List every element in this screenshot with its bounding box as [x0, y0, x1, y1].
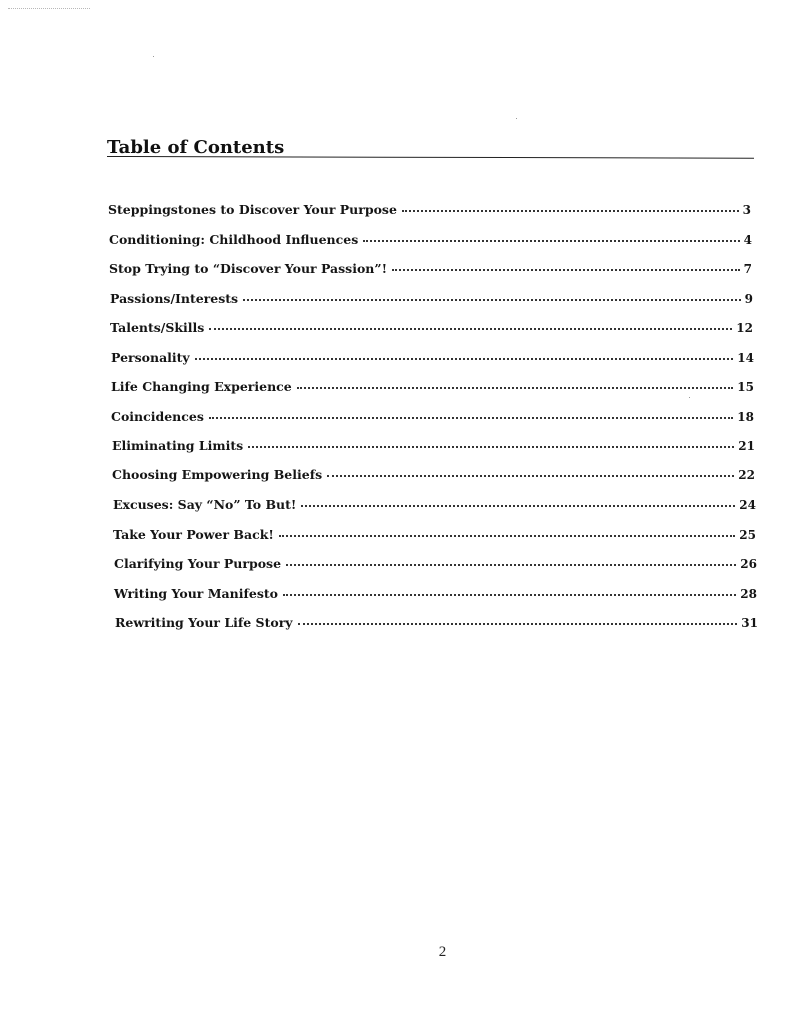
toc-entry-label: Take Your Power Back!: [113, 527, 274, 542]
toc-entry[interactable]: [110, 320, 753, 335]
toc-entry-page: 4: [743, 233, 752, 247]
toc-entry[interactable]: [114, 586, 757, 601]
toc-entry[interactable]: [111, 379, 754, 394]
dot-leader: [363, 240, 739, 242]
toc-entry-page: 9: [744, 292, 753, 306]
dot-leader: [286, 564, 736, 566]
dot-leader: [209, 328, 732, 330]
toc-entry-page: 14: [737, 351, 754, 365]
toc-entry-page: 31: [741, 616, 758, 630]
toc-entry-label: Clarifying Your Purpose: [114, 556, 282, 571]
toc-entry-page: 25: [739, 528, 756, 542]
toc-heading: Table of Contents: [107, 137, 285, 158]
dot-leader: [209, 417, 733, 419]
toc-entry[interactable]: [115, 615, 758, 630]
toc-entry-page: 24: [739, 498, 756, 512]
dot-leader: [402, 210, 739, 212]
toc-entry-label: Passions/Interests: [110, 291, 239, 306]
page-number-text: 2: [438, 944, 447, 960]
toc-entry-label: Steppingstones to Discover Your Purpose: [108, 202, 397, 217]
dot-leader: [327, 475, 734, 477]
dot-leader: [243, 299, 741, 301]
toc-entry[interactable]: [113, 497, 756, 512]
toc-entry-page: 18: [737, 410, 754, 424]
dot-leader: [301, 505, 735, 507]
toc-entry[interactable]: [108, 202, 751, 217]
toc-entry-page: 26: [740, 557, 757, 571]
toc-entry-label: Eliminating Limits: [112, 438, 244, 453]
page-number: [0, 944, 791, 961]
dot-leader: [392, 269, 740, 271]
toc-entry-page: 7: [743, 262, 752, 276]
toc-entry-page: 22: [738, 468, 755, 482]
toc-entry-page: 21: [738, 439, 755, 453]
toc-entry[interactable]: [109, 261, 752, 276]
toc-entry-page: 12: [736, 321, 753, 335]
toc-entry[interactable]: [109, 232, 752, 247]
toc-entry-label: Talents/Skills: [110, 320, 205, 335]
toc-entry-page: 28: [740, 587, 757, 601]
dot-leader: [279, 535, 735, 537]
toc-entry[interactable]: [114, 556, 757, 571]
toc-entry-label: Stop Trying to “Discover Your Passion”!: [109, 261, 388, 276]
toc-entry-label: Personality: [111, 350, 190, 365]
toc-entry-label: Life Changing Experience: [111, 379, 292, 394]
toc-entry[interactable]: [111, 350, 754, 365]
dot-leader: [248, 446, 734, 448]
dot-leader: [283, 594, 736, 596]
dot-leader: [297, 387, 734, 389]
toc-entry[interactable]: [110, 291, 753, 306]
toc-entry-page: 3: [742, 203, 751, 217]
toc-entry-label: Conditioning: Childhood Influences: [109, 232, 359, 247]
dot-leader: [195, 358, 734, 360]
toc-entry[interactable]: [113, 527, 756, 542]
toc-entry-label: Excuses: Say “No” To But!: [113, 497, 297, 512]
toc-entry-label: Choosing Empowering Beliefs: [112, 467, 323, 482]
toc-entry-label: Writing Your Manifesto: [114, 586, 278, 601]
toc-entry[interactable]: [112, 438, 755, 453]
toc-entry-label: Rewriting Your Life Story: [115, 615, 293, 630]
toc-entry[interactable]: [112, 467, 755, 482]
dot-leader: [298, 623, 738, 625]
toc-entry[interactable]: [111, 409, 754, 424]
toc-entry-page: 15: [737, 380, 754, 394]
toc-entry-label: Coincidences: [111, 409, 204, 424]
